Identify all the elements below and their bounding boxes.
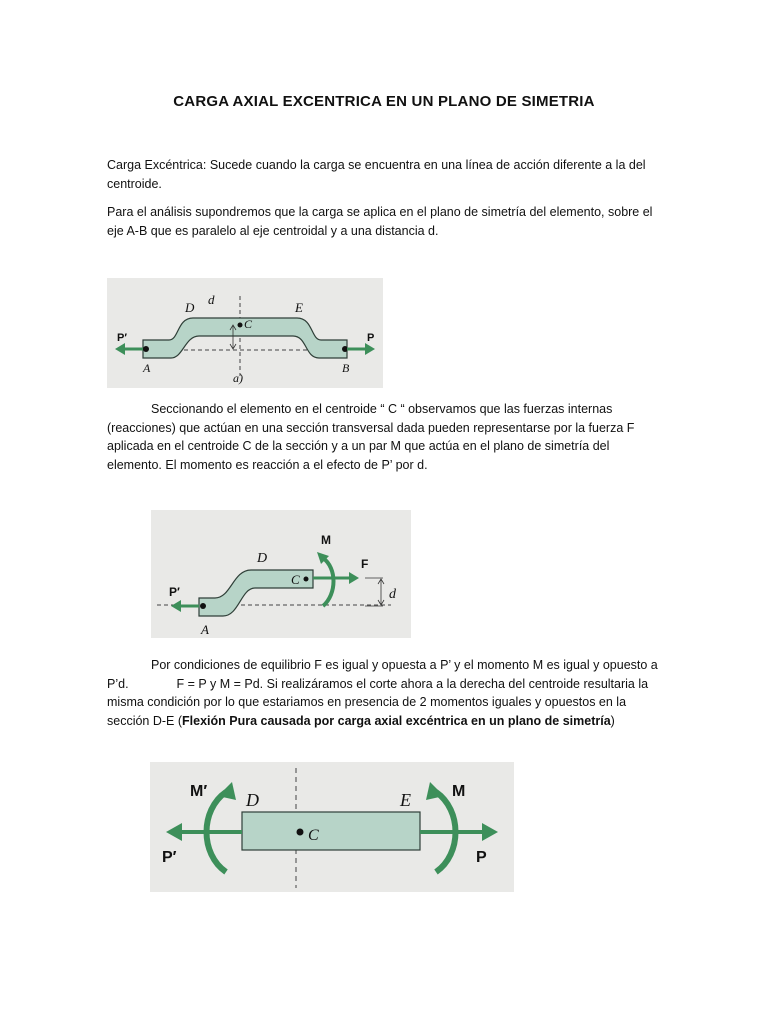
label-d-upper: D [257,551,268,566]
pure-bending-phrase: Flexión Pura causada por carga axial excéntrica en un plano de simetría [182,713,611,728]
label-d-distance: d [208,292,215,307]
label-b: B [342,361,350,375]
figure-pure-bending [150,762,514,892]
figure-section-free-body [151,510,411,638]
label-d: D [246,790,259,810]
label-c: C [291,572,300,587]
label-e: E [400,790,411,810]
figure-eccentric-member [107,278,383,388]
label-a: A [143,361,151,375]
label-p-prime: P′ [162,849,177,866]
label-e: E [295,300,303,315]
label-d-distance: d [389,587,396,602]
label-m: M [452,783,466,800]
paragraph-equilibrium [107,656,663,730]
label-c: C [244,317,253,331]
paragraph-definition: Carga Excéntrica: Sucede cuando la carga se encuentra en una línea de acción diferente a la del centroide. [107,158,646,191]
centroid-dot [304,577,309,582]
label-f: F [361,557,369,571]
label-m-prime: M′ [190,783,208,800]
centroid-dot [238,323,243,328]
paragraph-analysis: Para el análisis supondremos que la carga se aplica en el plano de simetría del elemento, sobre el eje A-B que es paralelo al eje centroidal y a una distancia d. [107,205,653,238]
point-a-dot [143,346,149,352]
label-a: A [201,622,209,637]
label-m: M [321,533,331,547]
figure-caption: a) [233,371,243,385]
equilibrium-text-a: Por condiciones de equilibrio F es igual y opuesta a P’ y el momento M es igual y opuesto a P’d. [107,658,658,691]
member-de-shape [242,812,420,850]
equilibrium-text-b: F = P y M = Pd. Si realizáramos el corte ahora a la derecha del centroide resultaria la misma condición por lo que estariamos en presencia de 2 momentos iguales y opuestos en la sección D-E ( [107,676,649,728]
label-p-prime: P′ [169,585,180,599]
equilibrium-text-c: ) [610,713,615,728]
page-title: CARGA AXIAL EXCENTRICA EN UN PLANO DE SIMETRIA [173,93,595,110]
label-p: P [476,849,487,866]
centroid-dot [297,829,304,836]
label-c: C [308,827,319,844]
point-a-dot [200,603,206,609]
label-p-prime: P′ [117,332,127,344]
paragraph-section: Seccionando el elemento en el centroide “ C “ observamos que las fuerzas internas (reacciones) que actúan en una sección transversal dada pueden representarse por la fuerza F aplicada en el centroide C de la sección y a un par M que actúa en el plano de simetría del elemento. El momento es reacción a el efecto de P’ por d. [107,402,635,472]
label-d-upper: D [185,300,195,315]
label-p: P [367,332,375,344]
